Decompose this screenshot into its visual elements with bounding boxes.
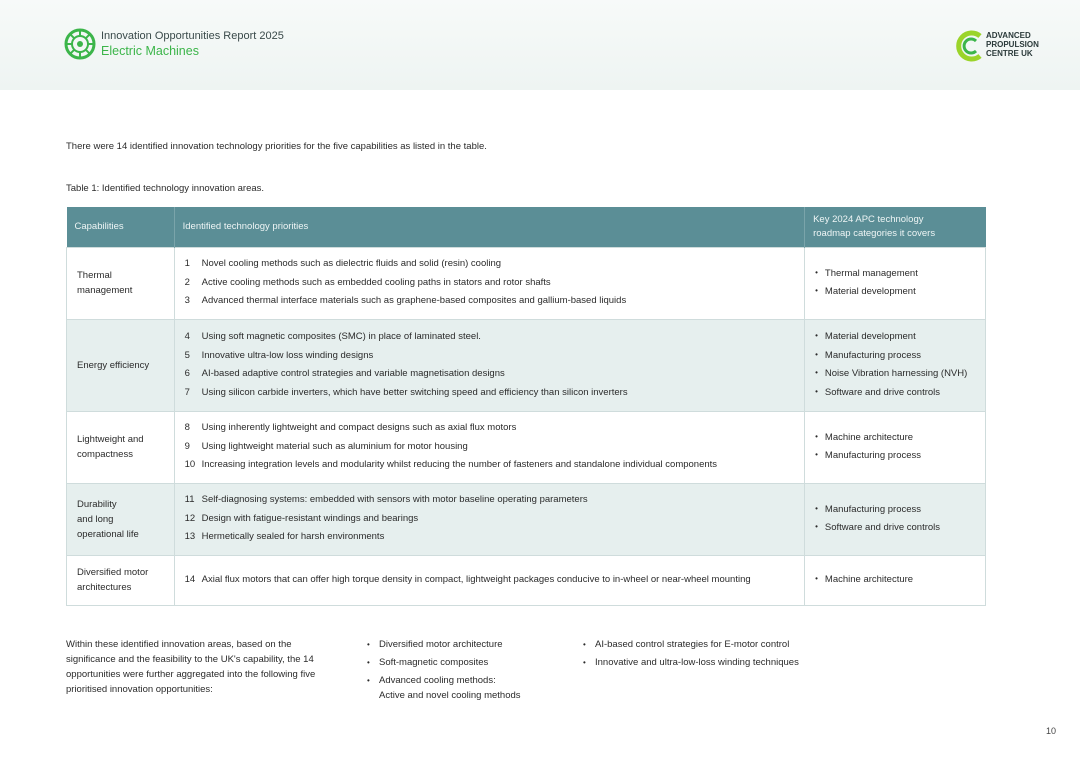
list-item: • Soft-magnetic composites xyxy=(367,655,567,670)
priority-number: 10 xyxy=(184,459,196,471)
priority-text: Advanced thermal interface materials such as graphene-based composites and gallium-based liquids xyxy=(201,295,627,307)
priority-item xyxy=(185,384,794,403)
priority-text: Axial flux motors that can offer high torque density in compact, lightweight packages conducive to in-wheel or near-wheel mounting xyxy=(201,573,751,585)
capability-line: Durability xyxy=(77,498,117,510)
list-item-line: • Advanced cooling methods: xyxy=(379,675,496,686)
apc-brand-text xyxy=(986,31,1039,58)
priority-text: Using soft magnetic composites (SMC) in place of laminated steel. xyxy=(201,331,481,342)
header-priorities: Identified technology priorities xyxy=(174,207,804,247)
header-categories-line: Key 2024 APC technology xyxy=(813,213,924,225)
capability-line: Energy efficiency xyxy=(77,359,150,371)
priority-item xyxy=(185,365,794,384)
category-item: • Software and drive controls xyxy=(815,519,975,538)
category-item: • Thermal management xyxy=(815,265,975,284)
header-categories xyxy=(805,207,986,247)
page-header xyxy=(0,0,1080,90)
brand-line: PROPULSION xyxy=(986,40,1039,49)
brand-line: ADVANCED xyxy=(986,31,1031,40)
priority-number: 6 xyxy=(184,368,190,379)
list-item: • Innovative and ultra-low-loss winding techniques xyxy=(583,655,883,670)
priorities-cell xyxy=(174,319,804,411)
priority-text: Using lightweight material such as aluminium for motor housing xyxy=(201,440,468,452)
priority-text: Hermetically sealed for harsh environments xyxy=(201,531,385,543)
intro-text: There were 14 identified innovation technology priorities for the five capabilities as listed in the table. xyxy=(66,141,487,152)
list-item: • Diversified motor architecture xyxy=(367,637,567,652)
priorities-cell xyxy=(174,411,804,483)
header-capabilities: Capabilities xyxy=(67,207,175,247)
priority-item xyxy=(185,347,794,366)
capability-line: management xyxy=(77,285,133,296)
categories-cell xyxy=(805,247,986,319)
priority-number: 11 xyxy=(184,494,195,506)
priority-text: Novel cooling methods such as dielectric fluids and solid (resin) cooling xyxy=(201,258,502,270)
table-header-row xyxy=(67,207,986,247)
report-subtitle: Electric Machines xyxy=(101,44,199,58)
priority-text: Self-diagnosing systems: embedded with sensors with motor baseline operating parameters xyxy=(201,494,588,506)
category-item: • Machine architecture xyxy=(815,429,975,448)
priority-item xyxy=(185,571,794,590)
priority-item xyxy=(185,255,794,274)
category-item: • Manufacturing process xyxy=(815,447,975,466)
summary-paragraph: Within these identified innovation areas, based on the significance and the feasibility to the UK's capability, the 14 opportunities were further aggregated into the following five prioritised innovation opportunities: xyxy=(66,639,316,695)
category-item: • Machine architecture xyxy=(815,571,975,590)
category-item: • Material development xyxy=(815,328,975,347)
category-item: • Manufacturing process xyxy=(815,501,975,520)
priority-number: 12 xyxy=(184,512,196,524)
header-categories-line: roadmap categories it covers xyxy=(813,227,936,239)
priority-item xyxy=(185,419,794,438)
priority-number: 9 xyxy=(184,440,190,452)
priorities-cell xyxy=(174,483,804,555)
list-item: • AI-based control strategies for E-motor control xyxy=(583,637,883,652)
priority-text: AI-based adaptive control strategies and variable magnetisation designs xyxy=(201,368,505,379)
priority-item xyxy=(185,274,794,293)
categories-cell xyxy=(805,319,986,411)
priority-number: 7 xyxy=(184,386,190,398)
categories-cell xyxy=(805,483,986,555)
capability-cell xyxy=(67,483,175,555)
capability-line: Diversified motor xyxy=(77,567,149,578)
report-title: Innovation Opportunities Report 2025 xyxy=(101,30,284,42)
priority-number: 1 xyxy=(184,258,190,270)
priority-number: 13 xyxy=(184,531,196,543)
priority-text: Design with fatigue-resistant windings and bearings xyxy=(201,512,419,524)
capability-line: operational life xyxy=(77,528,139,540)
innovation-table xyxy=(66,207,986,606)
priority-number: 14 xyxy=(184,573,196,585)
priority-item xyxy=(185,528,794,547)
category-item: • Noise Vibration harnessing (NVH) xyxy=(815,365,975,384)
category-item: • Material development xyxy=(815,283,975,302)
priority-text: Active cooling methods such as embedded cooling paths in stators and rotor shafts xyxy=(201,276,551,288)
capability-line: Thermal xyxy=(77,270,112,281)
priorities-cell xyxy=(174,247,804,319)
priority-item xyxy=(185,438,794,457)
table-row xyxy=(67,555,986,605)
page-number: 10 xyxy=(1046,726,1057,736)
capability-line: and long xyxy=(77,513,114,525)
priority-item xyxy=(185,292,794,311)
table-row xyxy=(67,319,986,411)
table-row xyxy=(67,483,986,555)
priority-text: Increasing integration levels and modularity whilst reducing the number of fasteners and standalone individual components xyxy=(201,459,718,471)
electric-machines-logo-icon xyxy=(64,28,96,60)
capability-cell xyxy=(67,411,175,483)
priority-number: 5 xyxy=(184,349,190,361)
capability-line: architectures xyxy=(77,582,132,593)
capability-cell xyxy=(67,555,175,605)
list-item-line: Active and novel cooling methods xyxy=(379,690,521,701)
priority-text: Using silicon carbide inverters, which have better switching speed and efficiency than silicon inverters xyxy=(201,386,628,398)
opportunities-list-1 xyxy=(367,637,567,706)
apc-logo-icon xyxy=(952,28,988,64)
capability-line: Lightweight and xyxy=(77,434,144,445)
capability-cell xyxy=(67,319,175,411)
priority-text: Using inherently lightweight and compact designs such as axial flux motors xyxy=(201,422,517,434)
priority-item xyxy=(185,328,794,347)
table-row xyxy=(67,247,986,319)
priority-number: 8 xyxy=(184,422,190,434)
priority-number: 3 xyxy=(184,295,190,307)
categories-cell xyxy=(805,555,986,605)
priority-number: 2 xyxy=(184,276,190,288)
capability-cell xyxy=(67,247,175,319)
priority-item xyxy=(185,510,794,529)
priority-text: Innovative ultra-low loss winding designs xyxy=(201,349,374,361)
table-row xyxy=(67,411,986,483)
brand-line: CENTRE UK xyxy=(986,49,1033,58)
list-item xyxy=(367,673,567,703)
priorities-cell xyxy=(174,555,804,605)
priority-number: 4 xyxy=(184,331,190,342)
priority-item xyxy=(185,456,794,475)
priority-item xyxy=(185,491,794,510)
table-caption: Table 1: Identified technology innovation areas. xyxy=(66,183,265,194)
category-item: • Software and drive controls xyxy=(815,384,975,403)
opportunities-list-2 xyxy=(583,637,883,673)
category-item: • Manufacturing process xyxy=(815,347,975,366)
capability-line: compactness xyxy=(77,449,133,460)
categories-cell xyxy=(805,411,986,483)
